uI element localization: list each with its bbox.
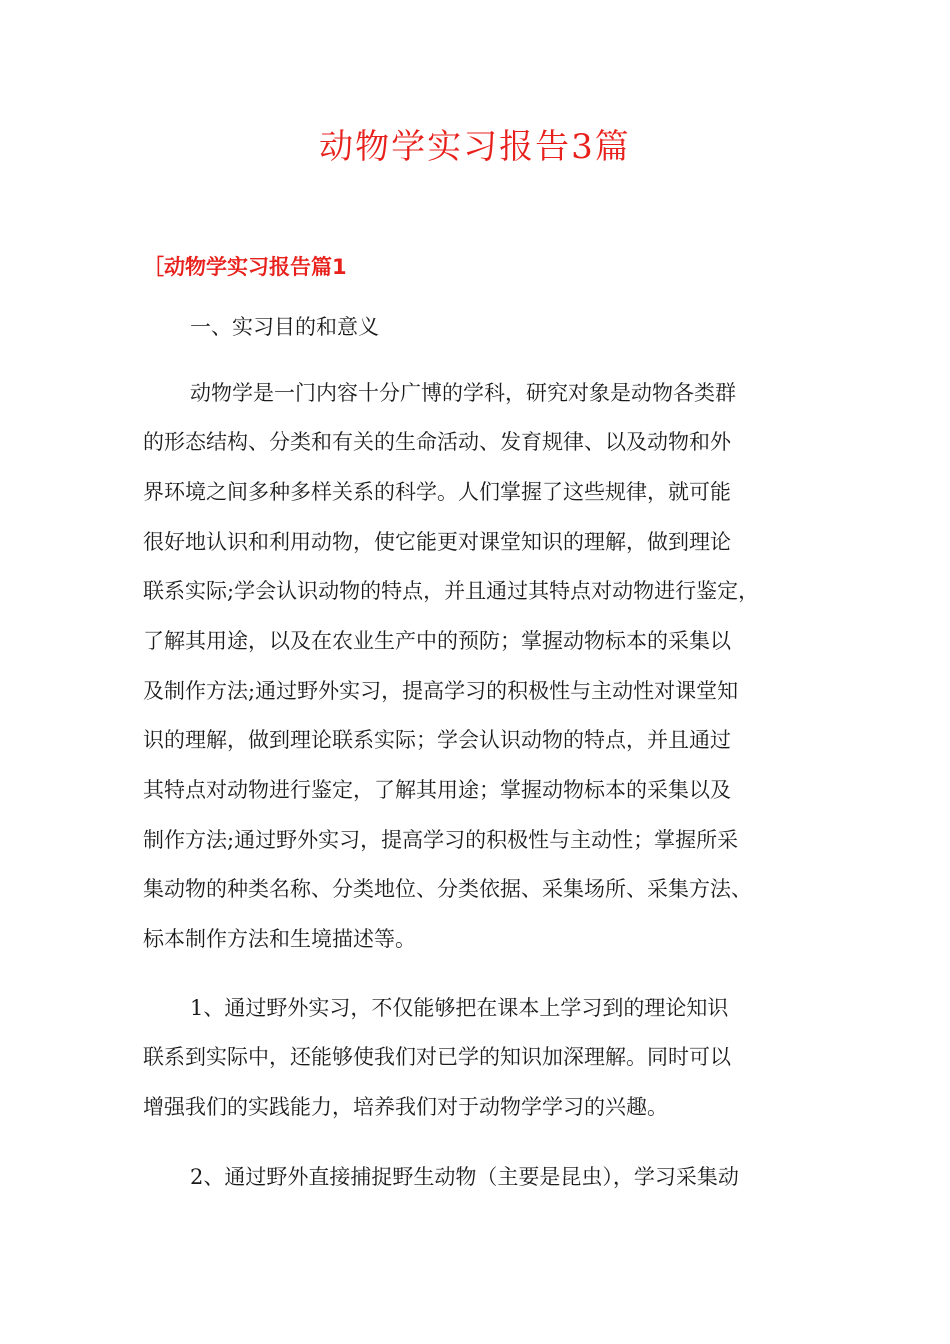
paragraph-line: 识的理解，做到理论联系实际；学会认识动物的特点，并且通过 <box>143 728 731 752</box>
paragraph-line: 了解其用途，以及在农业生产中的预防；掌握动物标本的采集以 <box>143 629 731 653</box>
paragraph-line: 标本制作方法和生境描述等。 <box>143 927 416 951</box>
paragraph-line: 及制作方法;通过野外实习，提高学习的积极性与主动性对课堂知 <box>143 679 739 703</box>
paragraph-line: 制作方法;通过野外实习，提高学习的积极性与主动性；掌握所采 <box>143 828 739 852</box>
paragraph-line: 动物学是一门内容十分广博的学科，研究对象是动物各类群 <box>190 381 736 405</box>
paragraph-line: 很好地认识和利用动物，使它能更对课堂知识的理解，做到理论 <box>143 530 731 554</box>
section-heading: ［动物学实习报告篇1 <box>143 255 347 279</box>
subheading: 一、实习目的和意义 <box>190 315 379 339</box>
paragraph-line: 增强我们的实践能力，培养我们对于动物学学习的兴趣。 <box>143 1095 668 1119</box>
paragraph-line: 界环境之间多种多样关系的科学。人们掌握了这些规律，就可能 <box>143 480 731 504</box>
paragraph-line: 1、通过野外实习，不仅能够把在课本上学习到的理论知识 <box>190 996 729 1020</box>
paragraph-line: 集动物的种类名称、分类地位、分类依据、采集场所、采集方法、 <box>143 877 752 901</box>
document-title: 动物学实习报告3篇 <box>319 127 631 167</box>
paragraph-line: 联系实际;学会认识动物的特点，并且通过其特点对动物进行鉴定， <box>143 579 760 603</box>
paragraph-line: 联系到实际中，还能够使我们对已学的知识加深理解。同时可以 <box>143 1045 731 1069</box>
paragraph-line: 的形态结构、分类和有关的生命活动、发育规律、以及动物和外 <box>143 430 731 454</box>
paragraph-line: 其特点对动物进行鉴定，了解其用途；掌握动物标本的采集以及 <box>143 778 731 802</box>
paragraph-line: 2、通过野外直接捕捉野生动物（主要是昆虫），学习采集动 <box>190 1165 739 1189</box>
